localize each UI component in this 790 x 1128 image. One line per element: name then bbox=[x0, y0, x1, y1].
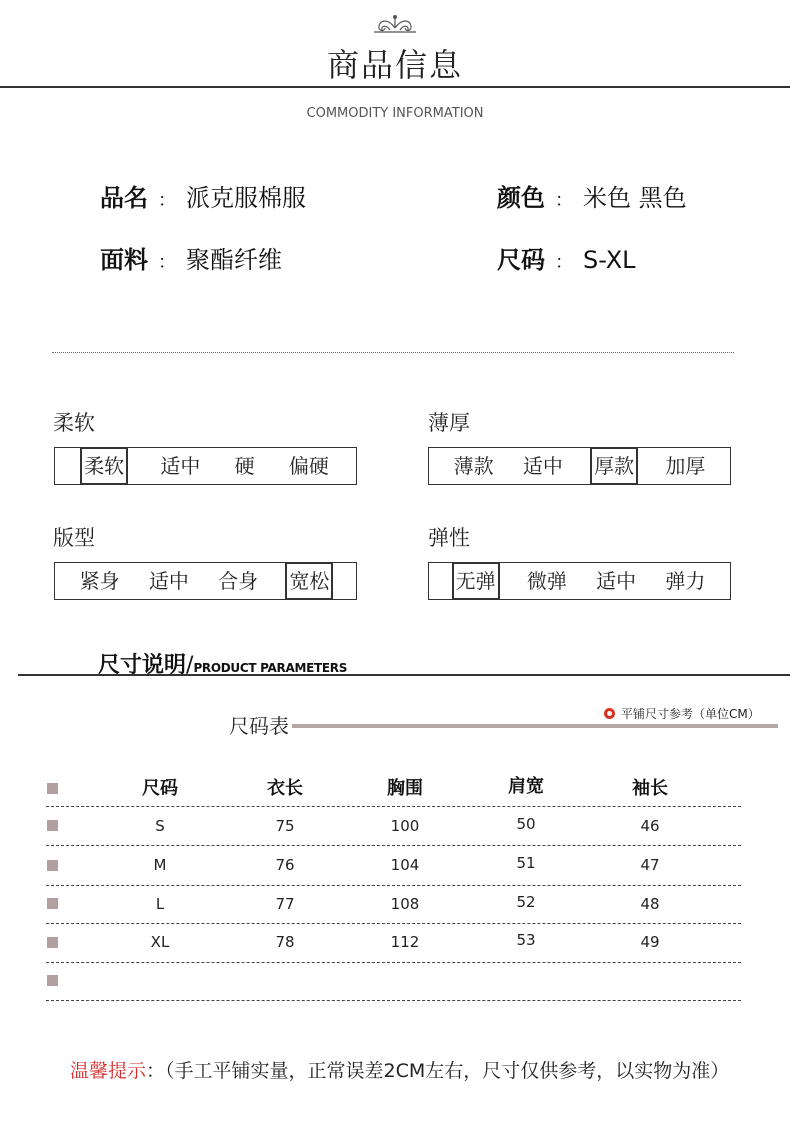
title-rule bbox=[0, 86, 790, 88]
table-cell: XL bbox=[150, 933, 170, 951]
info-key: 面料 bbox=[100, 246, 148, 274]
table-cell: 47 bbox=[640, 856, 660, 874]
size-note-text: 平铺尺寸参考（单位CM） bbox=[621, 707, 760, 721]
attr-box-elasticity bbox=[428, 562, 731, 600]
attr-box-fit bbox=[54, 562, 357, 600]
table-header-size: 尺码 bbox=[142, 778, 178, 799]
table-cell: 108 bbox=[390, 895, 420, 913]
table-cell: S bbox=[155, 817, 165, 835]
table-header-length: 衣长 bbox=[267, 778, 303, 799]
attr-box-softness bbox=[54, 447, 357, 485]
table-cell: 112 bbox=[390, 933, 420, 951]
table-row-line bbox=[46, 923, 741, 924]
attr-option: 适中 bbox=[148, 569, 189, 593]
table-header-shoulder: 肩宽 bbox=[508, 776, 544, 797]
info-value: 派克服棉服 bbox=[186, 184, 306, 212]
table-cell: 46 bbox=[640, 817, 660, 835]
row-marker bbox=[47, 898, 58, 909]
info-size bbox=[497, 240, 636, 275]
row-marker bbox=[47, 783, 58, 794]
table-cell: 75 bbox=[275, 817, 295, 835]
table-cell: 50 bbox=[516, 815, 536, 833]
row-marker bbox=[47, 820, 58, 831]
page-title: 商品信息 bbox=[326, 46, 463, 84]
table-cell: 78 bbox=[275, 933, 295, 951]
attr-title-thickness: 薄厚 bbox=[428, 411, 470, 435]
info-colon: ： bbox=[555, 252, 573, 273]
table-header-sleeve: 袖长 bbox=[632, 778, 668, 799]
info-fabric bbox=[100, 240, 282, 275]
ornament-icon bbox=[370, 14, 420, 36]
attr-option-selected: 宽松 bbox=[285, 562, 333, 600]
info-value: 米色 黑色 bbox=[583, 184, 687, 212]
table-row-line bbox=[46, 1000, 741, 1001]
size-heading-en: PRODUCT PARAMETERS bbox=[193, 661, 348, 675]
info-colon: ： bbox=[555, 190, 573, 211]
attr-option: 紧身 bbox=[79, 569, 120, 593]
size-heading-slash: / bbox=[186, 653, 194, 678]
table-row-line bbox=[46, 885, 741, 886]
info-key: 尺码 bbox=[497, 246, 545, 274]
attr-option: 微弹 bbox=[526, 569, 567, 593]
table-cell: 51 bbox=[516, 854, 536, 872]
attr-title-fit: 版型 bbox=[53, 526, 95, 550]
attr-option: 加厚 bbox=[665, 454, 706, 478]
size-section-rule bbox=[18, 674, 790, 676]
attr-option: 适中 bbox=[160, 454, 201, 478]
warm-tip-text: ：（手工平铺实量，正常误差2CM左右，尺寸仅供参考，以实物为准） bbox=[146, 1060, 730, 1082]
size-chart-title-bar bbox=[292, 724, 778, 728]
size-chart-title: 尺码表 bbox=[229, 714, 289, 738]
table-cell: 100 bbox=[390, 817, 420, 835]
table-cell: L bbox=[155, 895, 165, 913]
table-cell: 48 bbox=[640, 895, 660, 913]
table-row-line bbox=[46, 845, 741, 846]
info-key: 颜色 bbox=[497, 184, 545, 212]
table-cell: M bbox=[153, 856, 167, 874]
attr-option: 硬 bbox=[234, 454, 255, 478]
attr-title-softness: 柔软 bbox=[53, 411, 95, 435]
attr-option-selected: 厚款 bbox=[590, 447, 638, 485]
size-note bbox=[604, 705, 760, 722]
warm-tip-label: 温馨提示 bbox=[70, 1060, 147, 1082]
warm-tip bbox=[70, 1056, 729, 1083]
attr-option: 薄款 bbox=[453, 454, 494, 478]
info-value: S-XL bbox=[583, 246, 636, 274]
attr-option: 适中 bbox=[596, 569, 637, 593]
size-heading-zh: 尺寸说明 bbox=[98, 653, 187, 678]
info-colon: ： bbox=[158, 252, 176, 273]
info-colon: ： bbox=[158, 190, 176, 211]
row-marker bbox=[47, 860, 58, 871]
table-row-line bbox=[46, 962, 741, 963]
table-row-line bbox=[46, 806, 741, 807]
table-cell: 53 bbox=[516, 931, 536, 949]
attr-option: 弹力 bbox=[665, 569, 706, 593]
circle-bullet-icon bbox=[604, 708, 615, 719]
dotted-separator bbox=[52, 352, 734, 353]
info-color bbox=[497, 178, 687, 213]
table-cell: 104 bbox=[390, 856, 420, 874]
table-cell: 49 bbox=[640, 933, 660, 951]
table-cell: 77 bbox=[275, 895, 295, 913]
table-cell: 76 bbox=[275, 856, 295, 874]
attr-box-thickness bbox=[428, 447, 731, 485]
page-subtitle: COMMODITY INFORMATION bbox=[306, 106, 484, 121]
attr-option-selected: 无弹 bbox=[452, 562, 500, 600]
attr-option-selected: 柔软 bbox=[80, 447, 128, 485]
table-header-chest: 胸围 bbox=[387, 778, 423, 799]
attr-option: 合身 bbox=[218, 569, 259, 593]
info-value: 聚酯纤维 bbox=[186, 246, 282, 274]
info-key: 品名 bbox=[100, 184, 148, 212]
info-product-name bbox=[100, 178, 306, 213]
attr-title-elasticity: 弹性 bbox=[428, 526, 470, 550]
attr-option: 适中 bbox=[522, 454, 563, 478]
row-marker bbox=[47, 937, 58, 948]
attr-option: 偏硬 bbox=[288, 454, 329, 478]
table-cell: 52 bbox=[516, 893, 536, 911]
row-marker bbox=[47, 975, 58, 986]
